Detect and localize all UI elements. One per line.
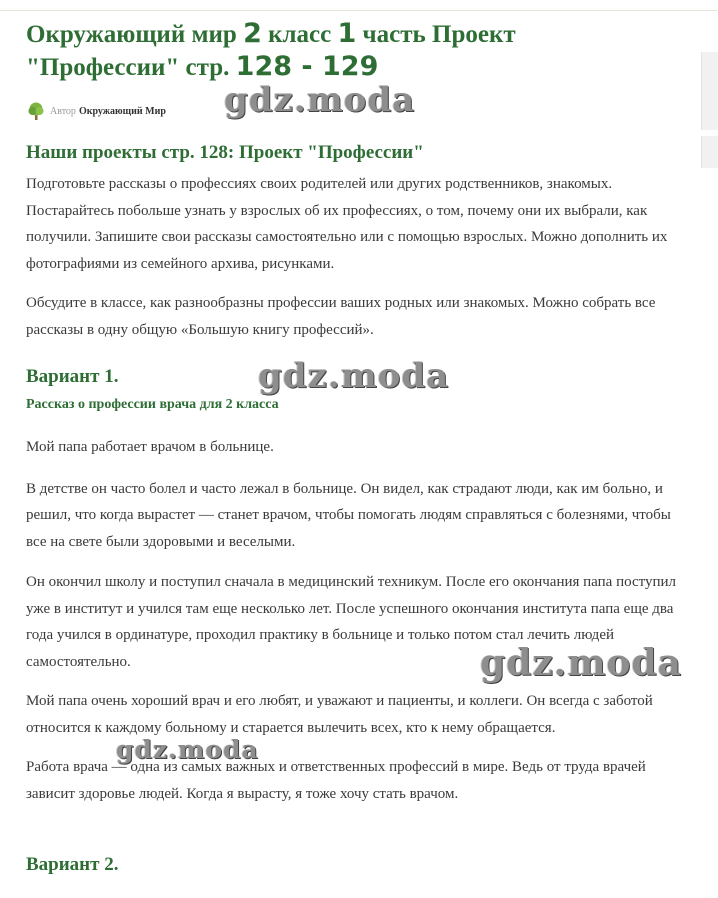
variant-subtitle: Рассказ о профессии врача для 2 класса	[26, 397, 279, 412]
intro-paragraph: Подготовьте рассказы о профессиях своих родителей или других родственников, знакомых. Постарайтесь побольше узнать у взрослых об их профессиях, о том, почему они их выбрали, как получили. Запишите свои рассказы самостоятельно или с помощью взрослых. Можно дополнить их фотографиями из семейного архива, рисунками.	[26, 176, 668, 272]
title-text: Окружающий мир	[26, 21, 244, 48]
story-paragraph: Работа врача — одна из самых важных и ответственных профессий в мире. Ведь от труда врачей зависит здоровье людей. Когда я вырасту, я тоже хочу стать врачом.	[26, 759, 646, 802]
variant2-heading: Вариант 2.	[26, 854, 119, 875]
side-widget-tab[interactable]	[701, 136, 718, 168]
story-paragraph: В детстве он часто болел и часто лежал в больнице. Он видел, как страдают люди, как им больно, и решил, что когда вырастет — станет врачом, чтобы помогать людям справляться с болезнями, чтобы все на свете были здоровыми и веселыми.	[26, 480, 671, 550]
top-divider	[0, 10, 717, 11]
title-text: часть Проект	[356, 21, 516, 48]
title-text: "Профессии" стр.	[26, 54, 236, 81]
side-widget-tab[interactable]	[701, 52, 718, 130]
article	[26, 18, 691, 807]
section-title: Наши проекты стр. 128: Проект "Профессии"	[26, 142, 424, 163]
title-part: 1	[337, 18, 357, 49]
watermark: gdz.moda	[224, 80, 416, 120]
author-link[interactable]: Окружающий Мир	[78, 105, 166, 117]
intro-paragraph: Обсудите в классе, как разнообразны профессии ваших родных или знакомых. Можно собрать все рассказы в одну общую «Большую книгу профессий».	[26, 295, 656, 338]
title-text: класс	[261, 21, 338, 48]
title-pages: 128 - 129	[235, 51, 379, 82]
watermark: gdz.moda	[116, 735, 259, 764]
title-grade: 2	[243, 18, 262, 49]
page-title	[26, 18, 691, 84]
tree-icon	[26, 101, 46, 121]
variant-heading-cut	[26, 852, 226, 875]
story-paragraph: Он окончил школу и поступил сначала в медицинский техникум. После его окончания папа поступил уже в институт и учился там еще несколько лет. После успешного окончания института папа еще два года учился в ординатуре, проходил практику в больнице и только потом стал лечить людей самостоятельно.	[26, 574, 677, 670]
watermark: gdz.moda	[480, 642, 682, 684]
story-paragraph: Мой папа работает врачом в больнице.	[26, 439, 274, 455]
author-label: Автор	[50, 105, 76, 117]
story-paragraph: Мой папа очень хороший врач и его любят, и уважают и пациенты, и коллеги. Он всегда с заботой относится к каждому больному и старается вылечить всех, кто к нему обращается.	[26, 693, 653, 736]
watermark: gdz.moda	[258, 356, 450, 396]
variant-heading: Вариант 1.	[26, 366, 119, 387]
